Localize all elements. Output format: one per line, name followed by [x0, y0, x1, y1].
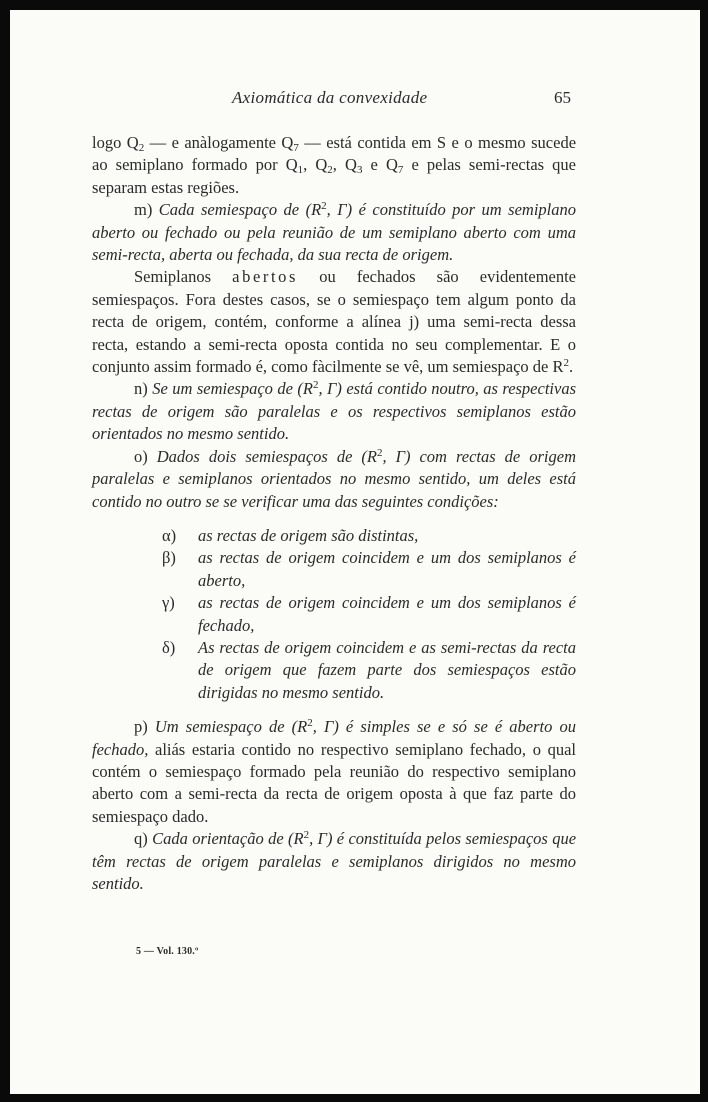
- page-body: [92, 132, 576, 895]
- proposition-o: o) Dados dois semiespaços de ($R^2$, Γ) com rectas de origem paralelas e semiplanos orientados no mesmo sentido, um deles está contido no outro se se verificar uma das seguintes condições:: [92, 446, 576, 511]
- book-page: [10, 10, 700, 1094]
- proposition-m: m) Cada semiespaço de ($R^2$, Γ) é constituído por um semiplano aberto ou fechado ou pela reunião de um semiplano aberto com uma semi-recta, aberta ou fechada, da sua recta de origem.: [92, 200, 576, 265]
- paragraph-continuation: logo $Q_2$ — e anàlogamente $Q_7$ — está contida em S e o mesmo sucede ao semiplano formado por $Q_1$, $Q_2$, $Q_3$ e $Q_7$ e pelas semi-rectas que separam estas regiões.: [92, 133, 577, 197]
- proposition-p: p) Um semiespaço de ($R^2$, Γ) é simples se e só se é aberto ou fechado, aliás estaria contido no respectivo semiplano fechado, o qual contém o semiespaço formado pela reunião do respectivo semiplano aberto com a semi-recta da recta de origem oposta à que faz parte do semiespaço dado.: [92, 717, 576, 826]
- conditions-list: [162, 525, 576, 704]
- proposition-q: q) Cada orientação de ($R^2$, Γ) é constituída pelos semiespaços que têm rectas de origem paralelas e semiplanos dirigidos no mesmo sentido.: [92, 829, 577, 893]
- proof-paragraph: Semiplanos abertos ou fechados são evidentemente semiespaços. Fora destes casos, se o semiespaço tem algum ponto da recta de origem, contém, conforme a alínea j) uma semi-recta dessa recta, estando a semi-recta oposta contida no seu complementar. E o conjunto assim formado é, como fàcilmente se vê, um semiespaço de $R^2$.: [92, 267, 577, 377]
- page-header: [10, 88, 700, 110]
- proposition-n: n) Se um semiespaço de ($R^2$, Γ) está contido noutro, as respectivas rectas de origem são paralelas e os respectivos semiplanos estão orientados no mesmo sentido.: [92, 379, 576, 444]
- list-item: β) as rectas de origem coincidem e um dos semiplanos é aberto,: [162, 548, 576, 590]
- running-title: Axiomática da convexidade: [232, 88, 428, 107]
- list-item: δ) As rectas de origem coincidem e as semi-rectas da recta de origem que fazem parte dos semiespaços estão dirigidas no mesmo sentido.: [162, 637, 576, 702]
- signature-mark: 5 — Vol. 130.º: [136, 946, 199, 957]
- list-item: α) as rectas de origem são distintas,: [162, 525, 419, 545]
- page-number: 65: [554, 88, 571, 107]
- list-item: γ) as rectas de origem coincidem e um dos semiplanos é fechado,: [162, 593, 576, 635]
